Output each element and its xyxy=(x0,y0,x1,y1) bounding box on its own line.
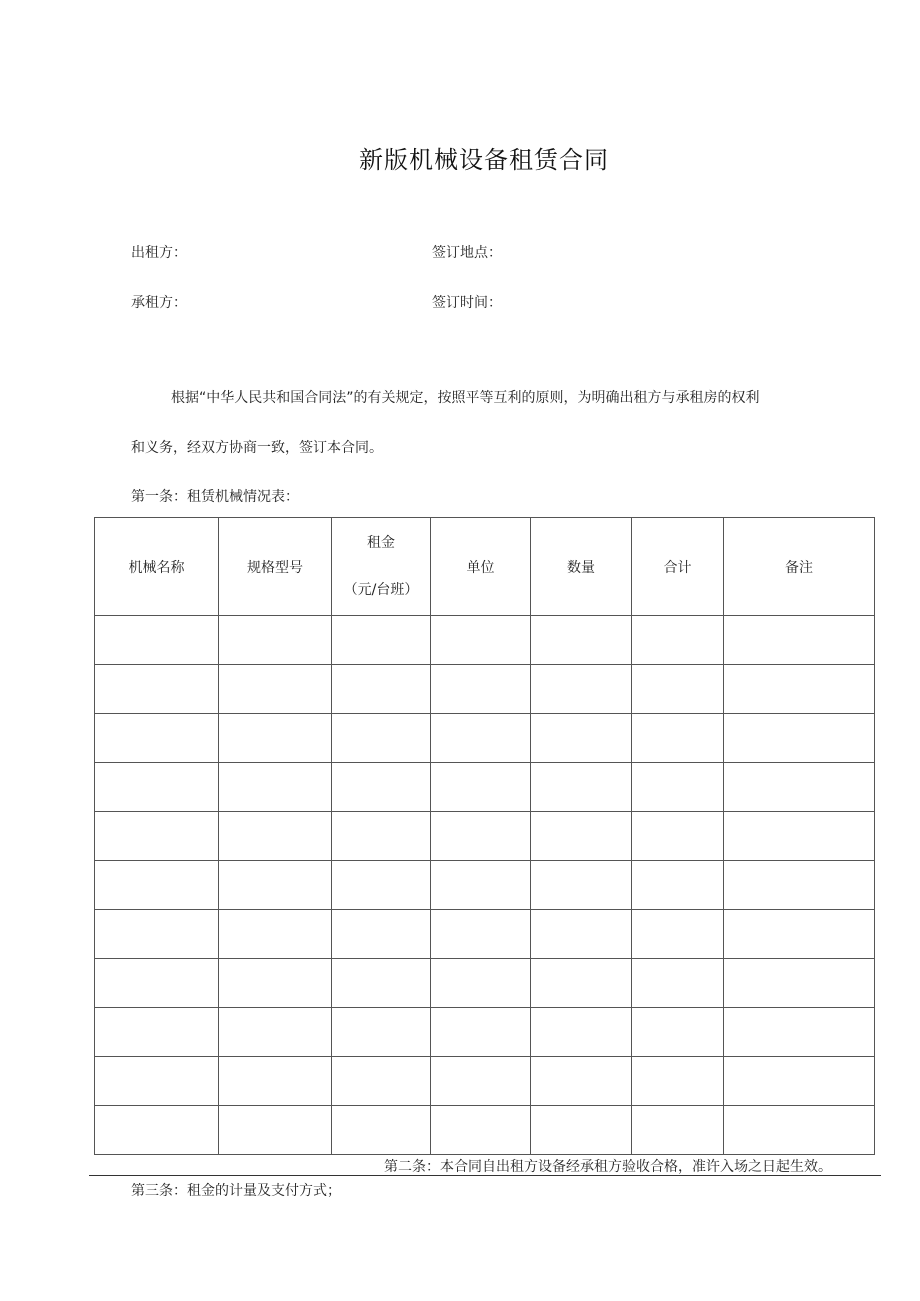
table-cell xyxy=(632,812,724,861)
table-cell xyxy=(95,910,219,959)
header-machine-name: 机械名称 xyxy=(95,518,219,616)
table-cell xyxy=(431,763,531,812)
sign-place-label: 签订地点： xyxy=(432,245,502,261)
header-quantity: 数量 xyxy=(531,518,632,616)
table-cell xyxy=(219,665,332,714)
table-row xyxy=(95,714,875,763)
table-cell xyxy=(724,959,875,1008)
header-remark: 备注 xyxy=(724,518,875,616)
header-spec-model: 规格型号 xyxy=(219,518,332,616)
table-row xyxy=(95,910,875,959)
table-cell xyxy=(531,910,632,959)
table-cell xyxy=(431,616,531,665)
table-cell xyxy=(219,1008,332,1057)
table-cell xyxy=(531,1008,632,1057)
table-cell xyxy=(95,812,219,861)
table-cell xyxy=(724,616,875,665)
table-cell xyxy=(219,616,332,665)
table-cell xyxy=(431,714,531,763)
table-cell xyxy=(219,714,332,763)
table-cell xyxy=(431,1057,531,1106)
table-cell xyxy=(332,861,431,910)
table-cell xyxy=(219,1057,332,1106)
table-cell xyxy=(531,665,632,714)
table-row xyxy=(95,1106,875,1155)
table-cell xyxy=(95,616,219,665)
table-row xyxy=(95,1057,875,1106)
table-cell xyxy=(531,861,632,910)
table-cell xyxy=(431,861,531,910)
table-cell xyxy=(632,714,724,763)
table-cell xyxy=(332,910,431,959)
divider-line xyxy=(89,1175,881,1176)
table-cell xyxy=(332,1057,431,1106)
table-cell xyxy=(632,616,724,665)
table-cell xyxy=(332,616,431,665)
table-cell xyxy=(332,665,431,714)
table-cell xyxy=(531,1106,632,1155)
table-cell xyxy=(95,763,219,812)
table-cell xyxy=(632,763,724,812)
table-row xyxy=(95,959,875,1008)
table-cell xyxy=(332,1106,431,1155)
table-cell xyxy=(95,1057,219,1106)
table-cell xyxy=(724,910,875,959)
table-cell xyxy=(632,861,724,910)
table-header-row xyxy=(95,518,875,616)
table-cell xyxy=(724,1057,875,1106)
table-cell xyxy=(95,959,219,1008)
table-cell xyxy=(431,1008,531,1057)
table-cell xyxy=(95,861,219,910)
table-cell xyxy=(724,763,875,812)
table-cell xyxy=(332,812,431,861)
lessee-label: 承租方： xyxy=(131,295,187,311)
lessor-label: 出租方： xyxy=(131,245,187,261)
table-cell xyxy=(632,1008,724,1057)
header-rent-line2: （元/台班） xyxy=(343,582,419,598)
table-cell xyxy=(431,910,531,959)
table-cell xyxy=(95,714,219,763)
table-cell xyxy=(531,812,632,861)
intro-paragraph-line1: 根据“中华人民共和国合同法”的有关规定，按照平等互利的原则，为明确出租方与承租房的权利 xyxy=(171,390,760,406)
table-cell xyxy=(219,812,332,861)
table-cell xyxy=(531,763,632,812)
header-rent xyxy=(332,518,431,616)
table-cell xyxy=(219,763,332,812)
table-cell xyxy=(531,1057,632,1106)
table-cell xyxy=(332,959,431,1008)
rental-machinery-table xyxy=(94,517,875,1155)
table-cell xyxy=(632,959,724,1008)
table-row xyxy=(95,665,875,714)
table-cell xyxy=(531,959,632,1008)
table-cell xyxy=(431,959,531,1008)
table-cell xyxy=(219,910,332,959)
table-row xyxy=(95,1008,875,1057)
table-row xyxy=(95,763,875,812)
table-cell xyxy=(531,714,632,763)
table-cell xyxy=(724,1008,875,1057)
table-cell xyxy=(332,714,431,763)
header-rent-line1: 租金 xyxy=(367,535,395,551)
table-cell xyxy=(632,910,724,959)
table-cell xyxy=(632,665,724,714)
table-cell xyxy=(724,812,875,861)
table-row xyxy=(95,812,875,861)
table-cell xyxy=(724,861,875,910)
table-row xyxy=(95,616,875,665)
article-3-heading: 第三条：租金的计量及支付方式； xyxy=(131,1183,341,1199)
table-cell xyxy=(219,861,332,910)
table-row xyxy=(95,861,875,910)
article-2-text: 第二条：本合同自出租方设备经承租方验收合格，准许入场之日起生效。 xyxy=(384,1159,832,1175)
table-cell xyxy=(632,1057,724,1106)
table-cell xyxy=(332,1008,431,1057)
table-cell xyxy=(431,1106,531,1155)
document-title: 新版机械设备租赁合同 xyxy=(359,146,609,174)
intro-paragraph-line2: 和义务，经双方协商一致，签订本合同。 xyxy=(131,440,383,456)
table-cell xyxy=(724,714,875,763)
table-cell xyxy=(219,1106,332,1155)
table-cell xyxy=(724,1106,875,1155)
table-cell xyxy=(724,665,875,714)
table-cell xyxy=(95,1106,219,1155)
table-cell xyxy=(431,665,531,714)
table-cell xyxy=(95,665,219,714)
table-cell xyxy=(531,616,632,665)
table-cell xyxy=(431,812,531,861)
table-cell xyxy=(219,959,332,1008)
article-1-heading: 第一条：租赁机械情况表： xyxy=(131,489,299,505)
sign-time-label: 签订时间： xyxy=(432,295,502,311)
header-total: 合计 xyxy=(632,518,724,616)
table-cell xyxy=(632,1106,724,1155)
header-unit: 单位 xyxy=(431,518,531,616)
table-cell xyxy=(95,1008,219,1057)
table-cell xyxy=(332,763,431,812)
